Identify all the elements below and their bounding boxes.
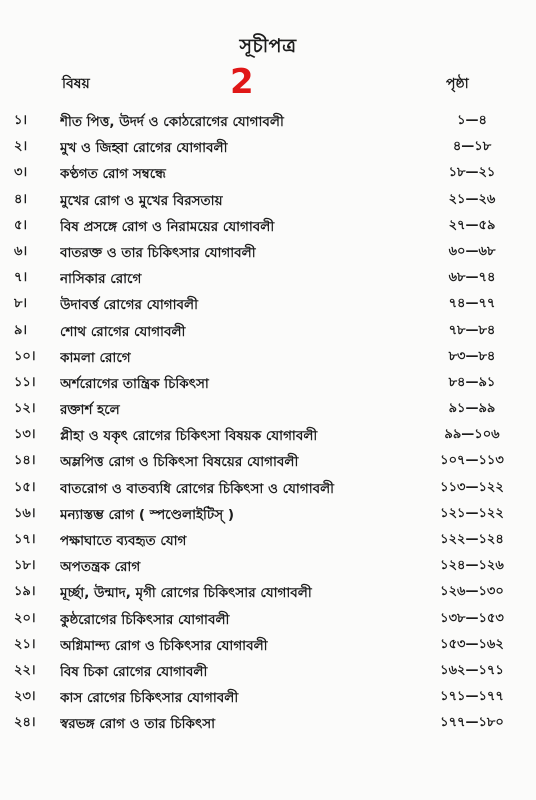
entry-title: উদাবর্ত্ত রোগের যোগাবলী — [60, 297, 198, 314]
entry-pages: ১৭৭—১৮০ — [440, 715, 504, 731]
entry-pages: ১০৭—১১৩ — [440, 453, 504, 469]
entry-title: বিষ চিকা রোগের যোগাবলী — [60, 663, 208, 680]
entry-number: ১৭। — [14, 532, 36, 547]
entry-pages: ৪—১৮ — [452, 139, 492, 155]
contents-entry — [0, 344, 536, 370]
entry-number: ৬। — [14, 243, 28, 259]
entry-number: ১৮। — [14, 558, 36, 574]
entry-title: কুষ্ঠরোগের চিকিৎসার যোগাবলী — [60, 611, 230, 628]
entry-title: স্বরভঙ্গ রোগ ও তার চিকিৎসা — [60, 716, 216, 733]
page-column-label: পৃষ্ঠা — [446, 76, 469, 92]
contents-list — [0, 108, 536, 737]
contents-entry — [0, 187, 536, 213]
entry-pages: ১—৪ — [457, 113, 487, 128]
entry-number: ২। — [14, 139, 28, 155]
entry-title: মন্যাস্তম্ভ রোগ ( স্পণ্ডেলাইটিস্ ) — [60, 506, 235, 523]
contents-entry — [0, 134, 536, 160]
entry-title: কাস রোগের চিকিৎসার যোগাবলী — [60, 690, 239, 707]
entry-pages: ১৩৮—১৫৩ — [440, 610, 504, 626]
page-number-marker: 2 — [230, 62, 254, 102]
entry-title: বিষ প্রসঙ্গে রোগ ও নিরাময়ের যোগাবলী — [60, 218, 275, 235]
entry-pages: ৭৮—৮৪ — [448, 322, 496, 338]
entry-title: অর্শরোগের তান্ত্রিক চিকিৎসা — [60, 375, 209, 392]
contents-entry — [0, 448, 536, 474]
column-header-row — [0, 62, 536, 102]
entry-pages: ১২২—১২৪ — [440, 532, 504, 547]
entry-title: শোথ রোগের যোগাবলী — [60, 323, 186, 340]
entry-number: ২২। — [14, 662, 36, 678]
entry-pages: ২১—২৬ — [448, 191, 496, 207]
entry-title: প্লীহা ও যকৃৎ রোগের চিকিৎসা বিষয়ক যোগাবলী — [60, 428, 318, 445]
entry-title: শীত পিত্ত, উদর্দ ও কোঠরোগের যোগাবলী — [60, 114, 284, 130]
contents-entry — [0, 658, 536, 684]
entry-number: ৯। — [14, 322, 28, 338]
entry-pages: ১২১—১২২ — [440, 505, 504, 521]
contents-entry — [0, 632, 536, 658]
entry-number: ৫। — [14, 217, 28, 233]
contents-entry — [0, 527, 536, 553]
entry-title: অম্লপিত্ত রোগ ও চিকিৎসা বিষয়ের যোগাবলী — [60, 454, 299, 471]
contents-entry — [0, 239, 536, 265]
entry-number: ১২। — [14, 401, 36, 417]
contents-entry — [0, 684, 536, 710]
entry-title: নাসিকার রোগে — [60, 271, 142, 288]
contents-entry — [0, 553, 536, 579]
entry-pages: ৯১—৯৯ — [448, 401, 496, 417]
entry-pages: ৬০—৬৮ — [448, 243, 496, 259]
entry-title: মূর্চ্ছা, উন্মাদ, মৃগী রোগের চিকিৎসার যোগাবলী — [60, 585, 312, 602]
entry-pages: ৬৮—৭৪ — [448, 270, 496, 286]
entry-number: ৪। — [14, 191, 28, 207]
contents-entry — [0, 710, 536, 736]
contents-entry — [0, 579, 536, 605]
entry-title: অগ্নিমান্দ্য রোগ ও চিকিৎসার যোগাবলী — [60, 637, 268, 654]
entry-title: বাতরক্ত ও তার চিকিৎসার যোগাবলী — [60, 244, 256, 261]
entry-title: মুখ ও জিহ্বা রোগের যোগাবলী — [60, 140, 228, 157]
contents-entry — [0, 291, 536, 317]
entry-title: কামলা রোগে — [60, 349, 131, 366]
contents-entry — [0, 396, 536, 422]
entry-pages: ৯৯—১০৬ — [444, 427, 500, 443]
page-title: সূচীপত্র — [239, 35, 297, 57]
entry-number: ১০। — [14, 348, 36, 364]
contents-entry — [0, 265, 536, 291]
entry-title: রক্তার্শ হলে — [60, 402, 120, 419]
entry-number: ১৫। — [14, 479, 36, 495]
entry-pages: ১৮—২১ — [448, 165, 496, 181]
entry-number: ১৯। — [14, 584, 36, 600]
entry-title: মুখের রোগ ও মুখের বিরসতায় — [60, 192, 223, 209]
entry-number: ৭। — [14, 270, 28, 286]
contents-entry — [0, 606, 536, 632]
entry-pages: ১৬২—১৭১ — [440, 662, 504, 678]
entry-pages: ৮৪—৯১ — [448, 374, 496, 390]
entry-number: ৩। — [14, 165, 28, 181]
entry-pages: ১১৩—১২২ — [440, 479, 504, 495]
entry-title: বাতরোগ ও বাতব্যধি রোগের চিকিৎসা ও যোগাবলী — [60, 480, 335, 497]
entry-pages: ৮৩—৮৪ — [448, 348, 496, 364]
contents-entry — [0, 318, 536, 344]
entry-number: ১৩। — [14, 427, 36, 443]
entry-number: ১৬। — [14, 505, 36, 521]
subject-column-label: বিষয় — [62, 76, 90, 92]
entry-number: ২৪। — [14, 715, 36, 731]
contents-entry — [0, 108, 536, 134]
entry-title: অপতন্ত্রক রোগ — [60, 559, 141, 576]
entry-number: ২০। — [14, 610, 36, 626]
entry-title: পক্ষাঘাতে ব্যবহৃত যোগ — [60, 533, 187, 549]
entry-number: ১৪। — [14, 453, 36, 469]
entry-number: ২১। — [14, 636, 36, 652]
entry-title: কণ্ঠগত রোগ সম্বন্ধে — [60, 166, 166, 183]
contents-entry — [0, 475, 536, 501]
contents-entry — [0, 160, 536, 186]
entry-number: ১। — [14, 113, 28, 128]
entry-pages: ১৭১—১৭৭ — [440, 689, 504, 705]
contents-entry — [0, 213, 536, 239]
contents-entry — [0, 370, 536, 396]
entry-pages: ২৭—৫৯ — [448, 217, 496, 233]
entry-pages: ১২৪—১২৬ — [440, 558, 504, 574]
entry-number: ৮। — [14, 296, 28, 312]
contents-entry — [0, 501, 536, 527]
entry-pages: ১৫৩—১৬২ — [440, 636, 504, 652]
entry-number: ২৩। — [14, 689, 36, 705]
contents-entry — [0, 422, 536, 448]
entry-number: ১১। — [14, 374, 36, 390]
entry-pages: ১২৬—১৩০ — [440, 584, 504, 600]
entry-pages: ৭৪—৭৭ — [448, 296, 496, 312]
